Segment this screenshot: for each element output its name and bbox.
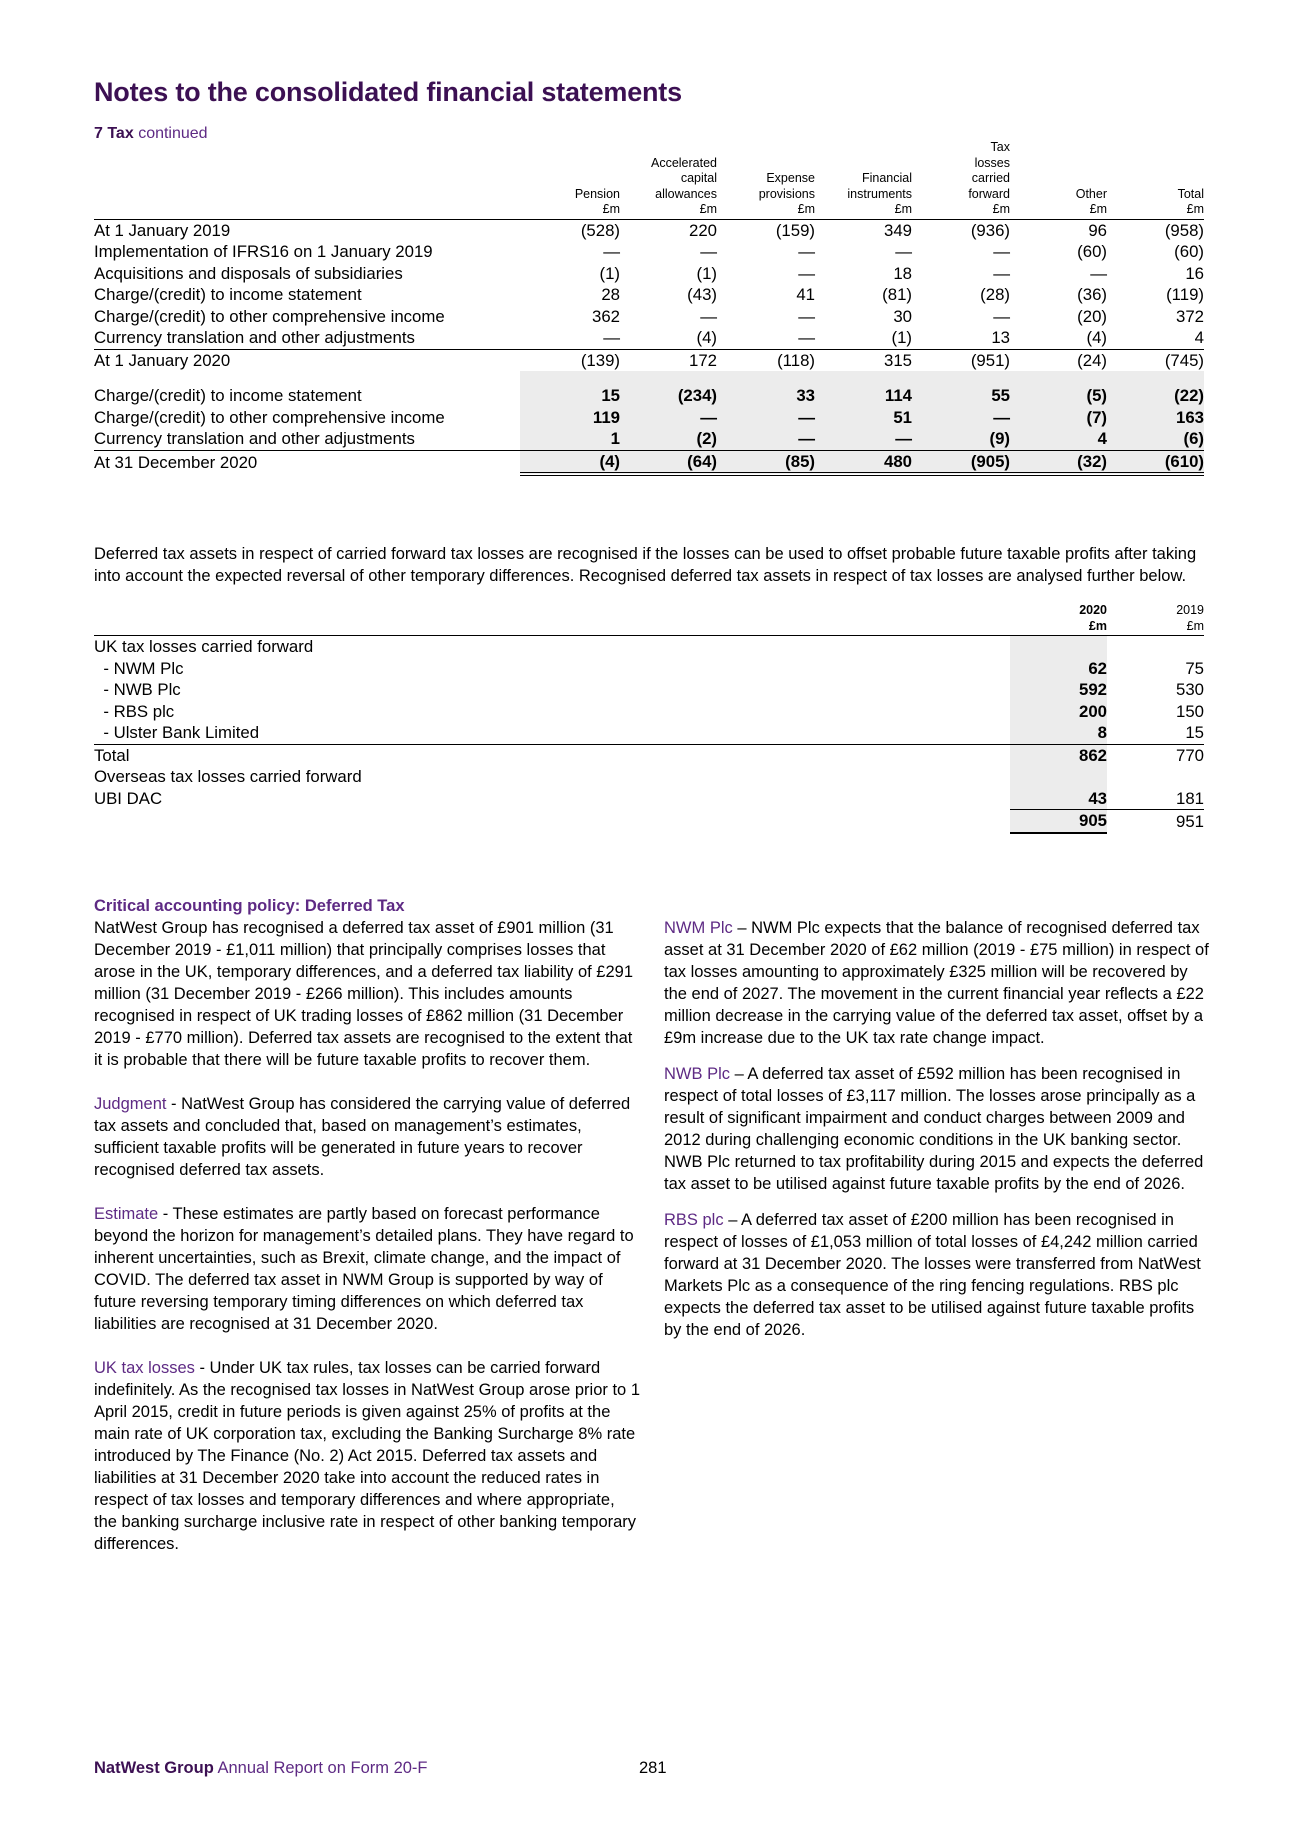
spacer-cell bbox=[815, 371, 912, 385]
right-column bbox=[664, 917, 1209, 1341]
value-cell: 33 bbox=[717, 385, 815, 407]
value-2020: 8 bbox=[1010, 722, 1107, 744]
spacer-cell bbox=[94, 371, 520, 385]
spacer-cell bbox=[1010, 371, 1107, 385]
table-row bbox=[94, 810, 1204, 833]
value-cell: (85) bbox=[717, 450, 815, 474]
uk-tax-losses-paragraph bbox=[94, 1357, 642, 1555]
value-cell: — bbox=[717, 407, 815, 429]
footer-brand: NatWest Group bbox=[94, 1759, 214, 1777]
value-cell: (234) bbox=[620, 385, 717, 407]
row-label: Charge/(credit) to other comprehensive income bbox=[94, 407, 445, 427]
value-cell: (4) bbox=[696, 328, 717, 348]
value-cell: (60) bbox=[1174, 242, 1204, 262]
header-2020 bbox=[1010, 603, 1107, 636]
value-2019 bbox=[1107, 636, 1204, 658]
row-label: Currency translation and other adjustments bbox=[94, 328, 415, 348]
value-cell: — bbox=[798, 242, 815, 262]
estimate-label: Estimate bbox=[94, 1205, 159, 1223]
column-header bbox=[1010, 140, 1107, 219]
value-2020: 905 bbox=[1010, 810, 1107, 833]
value-cell: (64) bbox=[620, 450, 717, 474]
value-2019: 181 bbox=[1176, 788, 1204, 808]
value-cell: — bbox=[620, 407, 717, 429]
judgment-label: Judgment bbox=[94, 1095, 167, 1113]
header-2019 bbox=[1107, 603, 1204, 636]
table-row bbox=[94, 241, 1204, 263]
row-label: At 31 December 2020 bbox=[94, 450, 520, 474]
column-header bbox=[520, 140, 620, 219]
rbs-paragraph bbox=[664, 1209, 1209, 1341]
value-2020: 43 bbox=[1010, 788, 1107, 810]
column-header-line: allowances bbox=[655, 186, 717, 201]
table-row bbox=[94, 450, 1204, 474]
table-header-row bbox=[94, 140, 1204, 219]
row-label: - RBS plc bbox=[94, 701, 175, 721]
spacer-row bbox=[94, 371, 1204, 385]
value-2020: 592 bbox=[1010, 679, 1107, 701]
value-cell: — bbox=[993, 306, 1010, 326]
column-header-line: provisions bbox=[758, 186, 815, 201]
value-2019: 951 bbox=[1107, 810, 1204, 833]
value-cell: — bbox=[798, 328, 815, 348]
value-cell: 220 bbox=[689, 220, 717, 240]
value-2019: 530 bbox=[1176, 680, 1204, 700]
value-cell: 16 bbox=[1185, 263, 1204, 283]
value-cell: (1) bbox=[599, 263, 620, 283]
table-row bbox=[94, 284, 1204, 306]
value-cell: 315 bbox=[815, 349, 912, 371]
table-row bbox=[94, 219, 1204, 241]
value-cell: — bbox=[1090, 263, 1107, 283]
estimate-text: - These estimates are partly based on forecast performance beyond the horizon for management’s detailed plans. They have regard to inherent uncertainties, such as Brexit, climate change, and the impact of COVID. The deferred tax asset in NWM Group is supported by way of future reversing temporary timing differences on which deferred tax liabilities are recognised at 31 December 2020. bbox=[94, 1205, 634, 1333]
value-cell: — bbox=[700, 306, 717, 326]
value-cell: 114 bbox=[815, 385, 912, 407]
value-cell: 30 bbox=[893, 306, 912, 326]
row-label: UBI DAC bbox=[94, 789, 163, 808]
table-row bbox=[94, 385, 1204, 407]
deferred-tax-movement-table bbox=[94, 140, 1204, 476]
header-unit: £m bbox=[1088, 618, 1107, 633]
row-label: At 1 January 2020 bbox=[94, 349, 520, 371]
column-header-line: Expense bbox=[766, 171, 815, 185]
nwm-label: NWM Plc bbox=[664, 919, 733, 937]
table-row bbox=[94, 349, 1204, 371]
value-cell: 96 bbox=[1088, 220, 1107, 240]
column-header-line: Total bbox=[1177, 186, 1204, 201]
value-cell: 13 bbox=[991, 328, 1010, 348]
page-title: Notes to the consolidated financial statements bbox=[94, 77, 682, 107]
table-row bbox=[94, 679, 1204, 701]
column-header-line: Pension bbox=[574, 186, 620, 201]
nwm-paragraph bbox=[664, 917, 1209, 1049]
spacer-cell bbox=[717, 371, 815, 385]
column-header-line: £m bbox=[797, 202, 815, 216]
column-header-line: Accelerated bbox=[650, 155, 717, 170]
column-header-line: instruments bbox=[847, 186, 912, 201]
value-cell: 4 bbox=[1010, 428, 1107, 450]
value-cell: (745) bbox=[1107, 349, 1204, 371]
row-label: Implementation of IFRS16 on 1 January 2019 bbox=[94, 242, 433, 262]
column-header bbox=[1107, 140, 1204, 219]
table-row bbox=[94, 327, 1204, 349]
value-cell: (905) bbox=[912, 450, 1010, 474]
value-cell: — bbox=[993, 263, 1010, 283]
spacer-cell bbox=[912, 371, 1010, 385]
left-column bbox=[94, 895, 642, 1555]
judgment-text: - NatWest Group has considered the carrying value of deferred tax assets and concluded that, based on management’s estimates, sufficient taxable profits will be generated in future years to recover recognised deferred tax assets. bbox=[94, 1095, 631, 1179]
value-cell: 163 bbox=[1107, 407, 1204, 429]
value-cell: — bbox=[815, 428, 912, 450]
column-header-line: £m bbox=[602, 202, 620, 216]
value-cell: 1 bbox=[520, 428, 620, 450]
value-cell: (159) bbox=[775, 220, 815, 240]
value-2019: 75 bbox=[1185, 658, 1204, 678]
value-2019: 150 bbox=[1176, 701, 1204, 721]
value-cell: (119) bbox=[1166, 285, 1204, 305]
value-2019: 770 bbox=[1107, 744, 1204, 766]
table-row bbox=[94, 407, 1204, 429]
value-cell: 51 bbox=[815, 407, 912, 429]
nwm-text: – NWM Plc expects that the balance of recognised deferred tax asset at 31 December 2020 of £62 million (2019 - £75 million) in respect of tax losses amounting to approximately £325 million will be recovered by the end of 2027. The movement in the current financial year reflects a £22 million decrease in the carrying value of the deferred tax asset, offset by a £9m increase due to the UK tax rate change impact. bbox=[664, 919, 1209, 1047]
row-label: UK tax losses carried forward bbox=[94, 637, 314, 657]
row-label: At 1 January 2019 bbox=[94, 220, 231, 240]
table-row bbox=[94, 766, 1204, 788]
rbs-label: RBS plc bbox=[664, 1211, 724, 1229]
value-cell: — bbox=[912, 407, 1010, 429]
value-cell: (36) bbox=[1077, 285, 1107, 305]
value-cell: — bbox=[798, 263, 815, 283]
spacer-cell bbox=[520, 371, 620, 385]
value-cell: (4) bbox=[1086, 328, 1107, 348]
value-2019: 15 bbox=[1185, 723, 1204, 743]
spacer-cell bbox=[1107, 371, 1204, 385]
table-header-row bbox=[94, 603, 1204, 636]
estimate-paragraph bbox=[94, 1203, 642, 1335]
column-header-line: £m bbox=[1186, 202, 1204, 216]
row-label: Overseas tax losses carried forward bbox=[94, 767, 362, 787]
value-cell: 480 bbox=[815, 450, 912, 474]
value-cell: (936) bbox=[970, 220, 1010, 240]
value-2020 bbox=[1010, 766, 1107, 788]
header-year: 2020 bbox=[1079, 603, 1107, 617]
value-cell: 15 bbox=[520, 385, 620, 407]
value-cell: (43) bbox=[687, 285, 717, 305]
column-header bbox=[912, 140, 1010, 219]
column-header bbox=[620, 140, 717, 219]
value-cell: (32) bbox=[1010, 450, 1107, 474]
value-cell: (6) bbox=[1107, 428, 1204, 450]
value-2020: 62 bbox=[1010, 658, 1107, 680]
column-header-line: carried bbox=[971, 171, 1010, 185]
value-cell: (958) bbox=[1164, 220, 1204, 240]
spacer-cell bbox=[620, 371, 717, 385]
value-cell: (9) bbox=[912, 428, 1010, 450]
row-label: Charge/(credit) to income statement bbox=[94, 386, 362, 406]
column-header bbox=[717, 140, 815, 219]
column-header-line: £m bbox=[992, 202, 1010, 216]
row-label: Charge/(credit) to other comprehensive income bbox=[94, 306, 445, 326]
value-cell: — bbox=[603, 328, 620, 348]
uk-tax-losses-label: UK tax losses bbox=[94, 1359, 195, 1377]
value-cell: (1) bbox=[696, 263, 717, 283]
page-number: 281 bbox=[639, 1759, 667, 1777]
header-label-cell bbox=[94, 140, 520, 219]
row-label bbox=[94, 810, 1010, 833]
column-header bbox=[815, 140, 912, 219]
section-number: 7 Tax bbox=[94, 125, 134, 142]
value-cell: — bbox=[717, 428, 815, 450]
value-cell: — bbox=[798, 306, 815, 326]
table-row bbox=[94, 744, 1204, 766]
section-suffix: continued bbox=[138, 125, 208, 142]
value-2020: 200 bbox=[1010, 701, 1107, 723]
header-year: 2019 bbox=[1176, 603, 1204, 617]
critical-policy-heading: Critical accounting policy: Deferred Tax bbox=[94, 897, 405, 915]
table-row bbox=[94, 722, 1204, 744]
table-row bbox=[94, 263, 1204, 285]
value-cell: (28) bbox=[980, 285, 1010, 305]
uk-tax-losses-text: - Under UK tax rules, tax losses can be carried forward indefinitely. As the recognised tax losses in NatWest Group arose prior to 1 April 2015, credit in future periods is given against 25% of profits at the main rate of UK corporation tax, excluding the Banking Surcharge 8% rate introduced by The Finance (No. 2) Act 2015. Deferred tax assets and liabilities at 31 December 2020 take into account the reduced rates in respect of tax losses and temporary differences and where appropriate, the banking surcharge inclusive rate in respect of other banking temporary differences. bbox=[94, 1359, 640, 1553]
value-cell: (610) bbox=[1107, 450, 1204, 474]
column-header-line: £m bbox=[1089, 202, 1107, 216]
table-row bbox=[94, 428, 1204, 450]
nwb-paragraph bbox=[664, 1063, 1209, 1195]
row-label: - NWB Plc bbox=[94, 680, 181, 700]
column-header-line: Financial bbox=[861, 171, 912, 185]
value-cell: (118) bbox=[717, 349, 815, 371]
value-2020 bbox=[1010, 636, 1107, 658]
value-cell: (20) bbox=[1077, 306, 1107, 326]
table-row bbox=[94, 701, 1204, 723]
column-header-line: Tax bbox=[990, 140, 1010, 154]
column-header-line: Other bbox=[1075, 186, 1107, 201]
header-unit: £m bbox=[1186, 618, 1204, 633]
tax-losses-table bbox=[94, 603, 1204, 834]
value-cell: (139) bbox=[520, 349, 620, 371]
value-cell: 119 bbox=[520, 407, 620, 429]
table-row bbox=[94, 636, 1204, 658]
value-cell: (1) bbox=[891, 328, 912, 348]
value-cell: (4) bbox=[520, 450, 620, 474]
value-cell: (81) bbox=[882, 285, 912, 305]
value-cell: (5) bbox=[1010, 385, 1107, 407]
row-label: - NWM Plc bbox=[94, 658, 184, 678]
value-cell: (951) bbox=[912, 349, 1010, 371]
value-cell: 172 bbox=[620, 349, 717, 371]
table-row bbox=[94, 788, 1204, 810]
column-header-line: £m bbox=[699, 202, 717, 216]
value-cell: — bbox=[700, 242, 717, 262]
value-cell: — bbox=[895, 242, 912, 262]
judgment-paragraph bbox=[94, 1093, 642, 1181]
table-row bbox=[94, 658, 1204, 680]
footer bbox=[94, 1759, 428, 1778]
value-cell: (2) bbox=[620, 428, 717, 450]
value-2019 bbox=[1107, 766, 1204, 788]
value-cell: 349 bbox=[884, 220, 912, 240]
column-header-line: losses bbox=[974, 155, 1010, 170]
footer-report: Annual Report on Form 20-F bbox=[217, 1759, 428, 1777]
row-label: - Ulster Bank Limited bbox=[94, 723, 260, 743]
value-cell: 55 bbox=[912, 385, 1010, 407]
value-2020: 862 bbox=[1010, 744, 1107, 766]
value-cell: (24) bbox=[1010, 349, 1107, 371]
value-cell: 362 bbox=[592, 306, 620, 326]
rbs-text: – A deferred tax asset of £200 million has been recognised in respect of losses of £1,053 million of total losses of £4,242 million carried forward at 31 December 2020. The losses were transferred from NatWest Markets Plc as a consequence of the ring fencing regulations. RBS plc expects the deferred tax asset to be utilised against future taxable profits by the end of 2026. bbox=[664, 1211, 1201, 1339]
value-cell: 4 bbox=[1194, 328, 1204, 348]
column-header-line: forward bbox=[968, 186, 1010, 201]
nwb-text: – A deferred tax asset of £592 million has been recognised in respect of total losses of £3,117 million. The losses arose principally as a result of significant impairment and conduct charges between 2009 and 2012 during challenging economic conditions in the UK banking sector. NWB Plc returned to tax profitability during 2015 and expects the deferred tax asset to be utilised against future taxable profits by the end of 2026. bbox=[664, 1065, 1204, 1193]
value-cell: 28 bbox=[601, 285, 620, 305]
value-cell: 372 bbox=[1176, 306, 1204, 326]
intro-paragraph: Deferred tax assets in respect of carried forward tax losses are recognised if the losses can be used to offset probable future taxable profits after taking into account the expected reversal of other temporary differences. Recognised deferred tax assets in respect of tax losses are analysed further below. bbox=[94, 545, 1197, 585]
value-cell: 18 bbox=[893, 263, 912, 283]
value-cell: 41 bbox=[796, 285, 815, 305]
header-label-cell bbox=[94, 603, 1010, 636]
row-label: Total bbox=[94, 744, 1010, 766]
value-cell: (22) bbox=[1107, 385, 1204, 407]
row-label: Charge/(credit) to income statement bbox=[94, 285, 362, 305]
column-header-line: capital bbox=[680, 171, 717, 185]
value-cell: (528) bbox=[580, 220, 620, 240]
row-label: Currency translation and other adjustments bbox=[94, 429, 415, 449]
value-cell: — bbox=[603, 242, 620, 262]
value-cell: (60) bbox=[1077, 242, 1107, 262]
row-label: Acquisitions and disposals of subsidiaries bbox=[94, 263, 403, 283]
nwb-label: NWB Plc bbox=[664, 1065, 730, 1083]
policy-paragraph: NatWest Group has recognised a deferred tax asset of £901 million (31 December 2019 - £1,011 million) that principally comprises losses that arose in the UK, temporary differences, and a deferred tax liability of £291 million (31 December 2019 - £266 million). This includes amounts recognised in respect of UK trading losses of £862 million (31 December 2019 - £770 million). Deferred tax assets are recognised to the extent that it is probable that there will be future taxable profits to recover them. bbox=[94, 919, 633, 1069]
value-cell: (7) bbox=[1010, 407, 1107, 429]
column-header-line: £m bbox=[894, 202, 912, 216]
value-cell: — bbox=[993, 242, 1010, 262]
table-row bbox=[94, 306, 1204, 328]
